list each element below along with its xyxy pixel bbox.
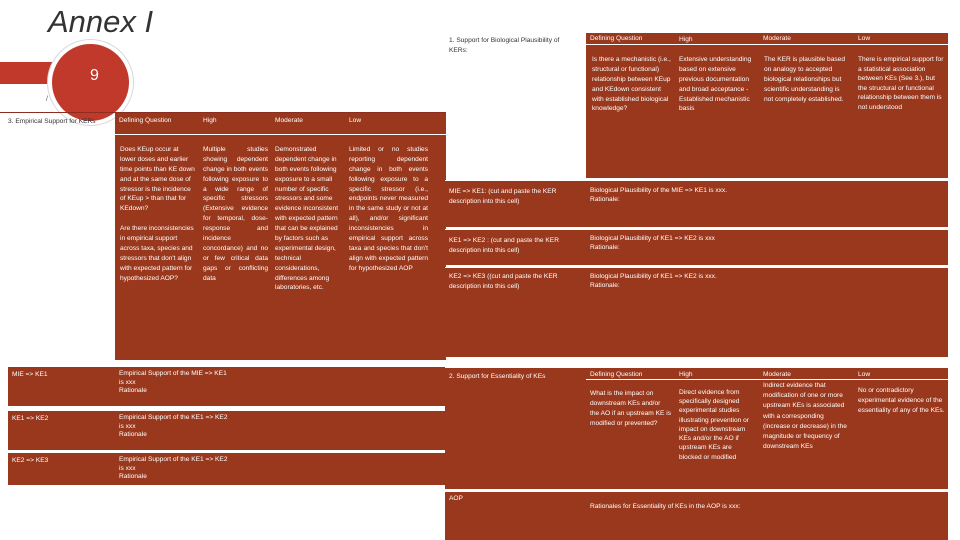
right-section1-label: 1. Support for Biological Plausibility of KERs: [449, 37, 560, 54]
left-row-ke2-ke3-line-3: Rationale [119, 473, 147, 481]
left-row-ke1-ke2-line-3: Rationale [119, 431, 147, 439]
right-row-ke2-ke3-label: KE2 => KE3 ((cut and paste the KER description into this cell) [445, 267, 586, 357]
left-high-cell: Multiple studies showing dependent change in both events following exposure to a wide range of specific stressors (Extensive evidence for temporal, dose-response and incidence concordance) and no or few critical data gaps or conflicting data [199, 135, 271, 360]
left-low-cell: Limited or no studies reporting dependent change in both events following exposure to a specific stressor (i.e., endpoints never measured in the same study or not at all), and/or significant inconsistencies in empirical support across taxa and species that don't align with expected pattern for hypothesized AOP [345, 135, 431, 360]
right-row-ke2-ke3-line-1: Biological Plausibility of KE1 => KE2 is xxx. [590, 273, 717, 280]
slide-number: 9 [90, 67, 99, 84]
page-title: Annex I [48, 4, 154, 39]
aop-label: AOP [445, 491, 586, 540]
left-low-extra [431, 135, 446, 360]
left-row-mie-ke1-line-1: Empirical Support of the MIE => KE1 [119, 370, 227, 377]
right-moderate-cell: The KER is plausible based on analogy to accepted biological relationships but scientific understanding is not completely established. [759, 45, 854, 178]
slide-mark: / [46, 96, 48, 103]
right-row-mie-ke1-label: MIE => KE1: (cut and paste the KER description into this cell) [445, 180, 586, 227]
right-row-ke2-ke3-line-2: Rationale: [590, 282, 620, 290]
left-header-high: High [199, 113, 271, 135]
essentiality-header-moderate: Moderate [759, 367, 854, 380]
aop-text: Rationales for Essentiality of KEs in the AOP is xxx: [586, 491, 948, 540]
left-row-ke1-ke2-label: KE1 => KE2 [8, 410, 115, 450]
right-header-low: Low [854, 33, 948, 45]
right-row-ke1-ke2-line-2: Rationale: [590, 244, 620, 252]
left-row-ke1-ke2-text [115, 410, 446, 450]
left-question-text: Does KEup occur at lower doses and earlier time points than KE down and at the same dose of stressor is the incidence of KEup > than that for KEdown? [120, 146, 195, 213]
essentiality-question-cell: What is the impact on downstream KEs and/or the AO if an upstream KE is modified or prevented? [586, 380, 675, 489]
left-row-mie-ke1-label: MIE => KE1 [8, 366, 115, 406]
essentiality-low-cell: No or contradictory experimental evidence of the essentiality of any of the KEs. [854, 380, 948, 489]
essentiality-high-cell: Direct evidence from specifically designed experimental studies illustrating prevention or impact on downstream KEs and/or the AO if upstream KEs are blocked or modified [675, 380, 759, 489]
right-row-ke2-ke3-text [586, 267, 948, 357]
right-row-mie-ke1-text [586, 180, 948, 227]
left-section-label: 3. Empirical Support for KERs [8, 118, 96, 125]
right-low-cell: There is empirical support for a statistical association between KEs (See 3.), but the structural or functional relationship between them is not understood [854, 45, 948, 178]
right-section2-label: 2. Support for Essentiality of KEs [445, 367, 586, 489]
left-row-ke2-ke3-line-2: is xxx [119, 464, 136, 472]
left-moderate-cell: Demonstrated dependent change in both events following exposure to a small number of specific stressors and some evidence inconsistent with expected pattern that can be explained by factors such as experimental design, technical considerations, differences among laboratories, etc. [271, 135, 345, 360]
left-row-ke2-ke3-label: KE2 => KE3 [8, 452, 115, 485]
right-row-ke1-ke2-label: KE1 => KE2 : (cut and paste the KER description into this cell) [445, 229, 586, 265]
right-row-ke1-ke2-line-1: Biological Plausibility of KE1 => KE2 is xxx [590, 235, 715, 242]
right-header-question: Defining Question [586, 33, 675, 45]
left-row-ke2-ke3-text [115, 452, 446, 485]
right-row-ke1-ke2-text [586, 229, 948, 265]
essentiality-header-high: High [675, 367, 759, 380]
left-row-mie-ke1-text [115, 366, 446, 406]
right-question-cell: Is there a mechanistic (i.e., structural or functional) relationship between KEup and KEdown consistent with established biological knowledge? [586, 45, 675, 178]
left-header-low: Low [345, 113, 446, 135]
right-row-mie-ke1-line-2: Rationale: [590, 196, 620, 204]
left-row-ke2-ke3-line-1: Empirical Support of the KE1 => KE2 [119, 456, 228, 463]
right-header-moderate: Moderate [759, 33, 854, 45]
left-header-moderate: Moderate [271, 113, 345, 135]
left-row-ke1-ke2-line-1: Empirical Support of the KE1 => KE2 [119, 414, 228, 421]
left-row-mie-ke1-line-2: is xxx [119, 378, 136, 386]
essentiality-moderate-cell: Indirect evidence that modification of one or more upstream KEs is associated with a corresponding (increase or decrease) in the magnitude or frequency of downstream KEs [759, 380, 854, 489]
right-header-high: High [675, 33, 759, 45]
left-header-question: Defining Question [115, 113, 199, 135]
left-row-mie-ke1-line-3: Rationale [119, 387, 147, 395]
left-question-cell [115, 135, 199, 360]
left-question2-text: Are there inconsistencies in empirical support across taxa, species and stressors that don't align with expected pattern for hypothesized AOP? [120, 225, 194, 282]
essentiality-header-low: Low [854, 367, 948, 380]
essentiality-header-question: Defining Question [586, 367, 675, 380]
right-row-mie-ke1-line-1: Biological Plausibility of the MIE => KE1 is xxx. [590, 187, 728, 194]
right-high-cell: Extensive understanding based on extensive previous documentation and broad acceptance - Established mechanistic basis [675, 45, 759, 178]
left-row-ke1-ke2-line-2: is xxx [119, 422, 136, 430]
